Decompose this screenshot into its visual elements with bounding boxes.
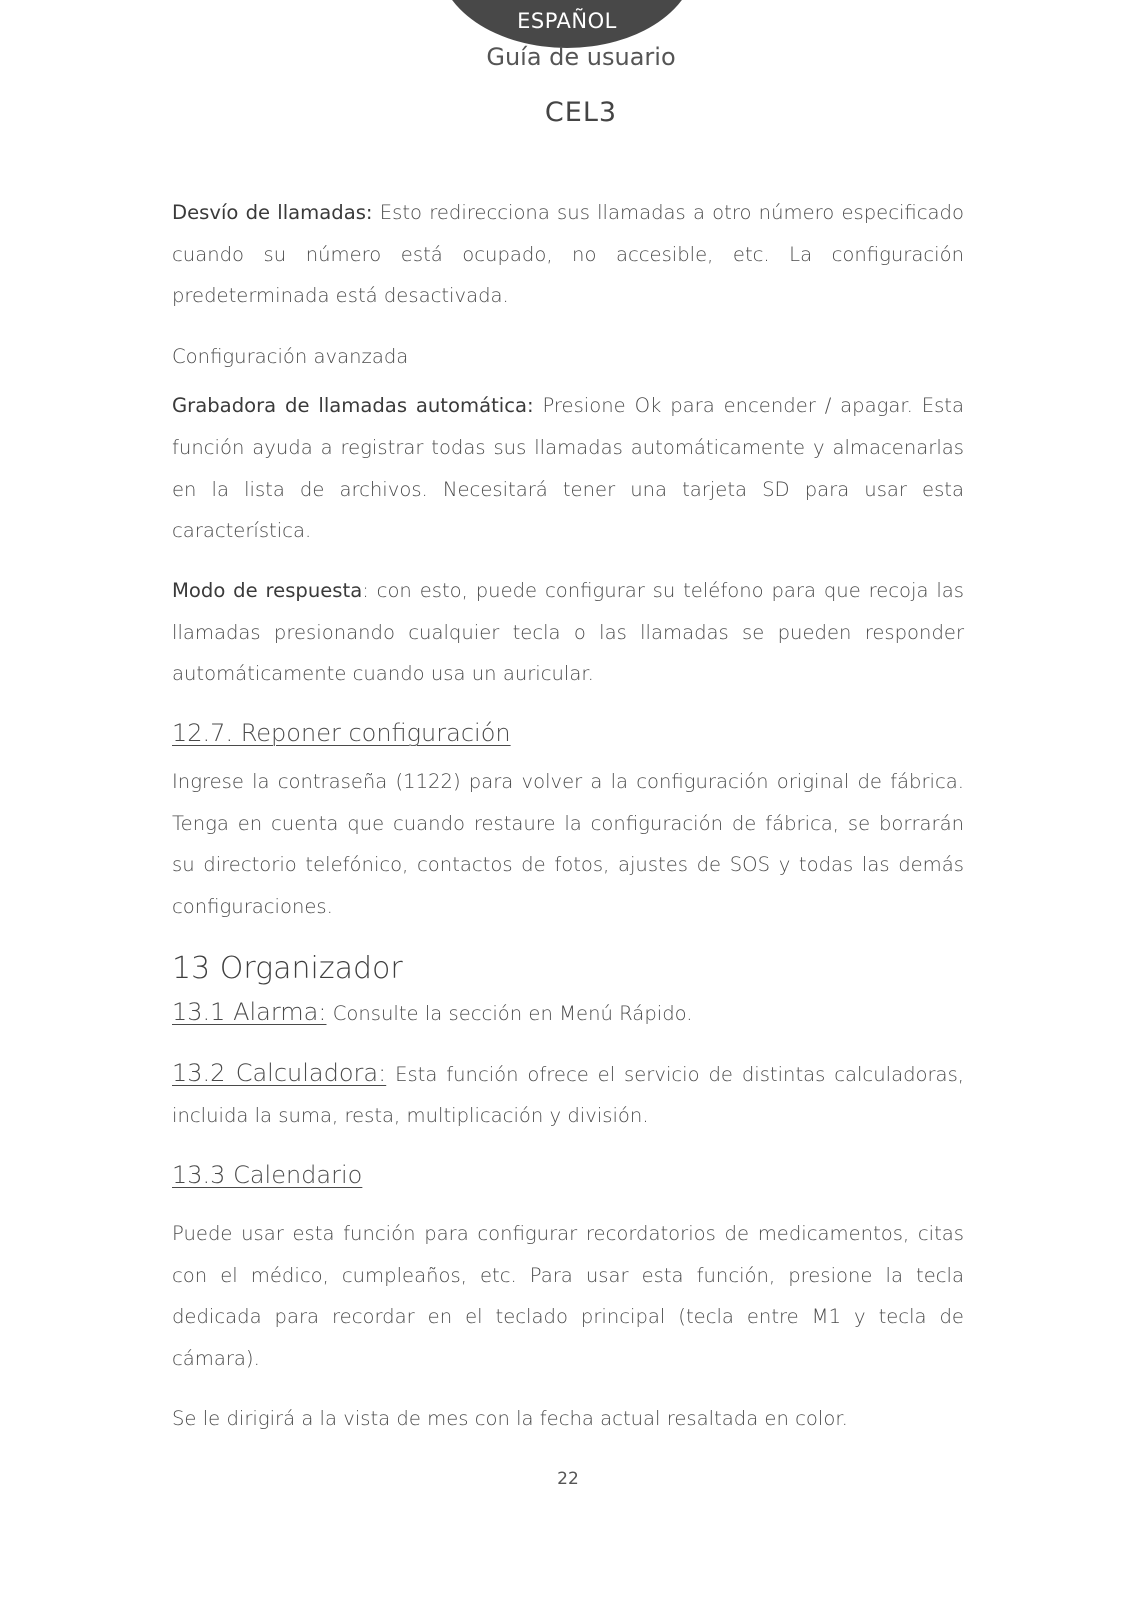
alarm-paragraph (172, 992, 964, 1035)
call-forwarding-paragraph (172, 192, 964, 317)
model-name: CEL3 (544, 97, 618, 128)
calculator-heading: 13.2 Calculadora: (172, 1058, 387, 1087)
auto-recorder-label: Grabadora de llamadas automática: (172, 394, 534, 418)
auto-recorder-paragraph (172, 385, 964, 552)
calendar-text-1: Puede usar esta función para configurar recordatorios de medicamentos, citas con el médico, cumpleaños, etc. Para usar esta función, presione la tecla dedicada para recordar en el teclado principal (tecla entre M1 y tecla de cámara). (172, 1221, 964, 1371)
answer-mode-label: Modo de respuesta (172, 578, 363, 602)
guide-title: Guía de usuario (486, 43, 676, 71)
language-label: ESPAÑOL (517, 9, 617, 33)
advanced-settings-heading: Configuración avanzada (172, 345, 409, 369)
answer-mode-paragraph (172, 570, 964, 695)
page-content (172, 192, 964, 1439)
reset-heading: 12.7. Reponer configuración (172, 719, 511, 748)
answer-mode-text: : con esto, puede configurar su teléfono para que recoja las llamadas presionando cualquier tecla o las llamadas se pueden responder automáticamente cuando usa un auricular. (172, 578, 964, 686)
calendar-text-2: Se le dirigirá a la vista de mes con la fecha actual resaltada en color. (172, 1406, 848, 1430)
calculator-paragraph (172, 1053, 964, 1137)
alarm-text: Consulte la sección en Menú Rápido. (326, 1001, 693, 1025)
auto-recorder-text: Presione Ok para encender / apagar. Esta función ayuda a registrar todas sus llamadas automáticamente y almacenarlas en la lista de archivos. Necesitará tener una tarjeta SD para usar esta característica. (172, 394, 964, 543)
calculator-text: Esta función ofrece el servicio de distintas calculadoras, incluida la suma, resta, multiplicación y división. (172, 1062, 965, 1128)
calendar-heading: 13.3 Calendario (172, 1160, 363, 1189)
call-forwarding-label: Desvío de llamadas: (172, 201, 373, 224)
alarm-heading: 13.1 Alarma: (172, 997, 327, 1026)
call-forwarding-text: Esto redirecciona sus llamadas a otro número especificado cuando su número está ocupado, no accesible, etc. La configuración predeterminada está desactivada. (172, 201, 964, 308)
page-number: 22 (557, 1469, 579, 1489)
organizer-heading: 13 Organizador (172, 950, 403, 986)
reset-text: Ingrese la contraseña (1122) para volver a la configuración original de fábrica. Tenga en cuenta que cuando restaure la configuración de fábrica, se borrarán su directorio telefónico, contactos de fotos, ajustes de SOS y todas las demás configuraciones. (172, 770, 964, 919)
